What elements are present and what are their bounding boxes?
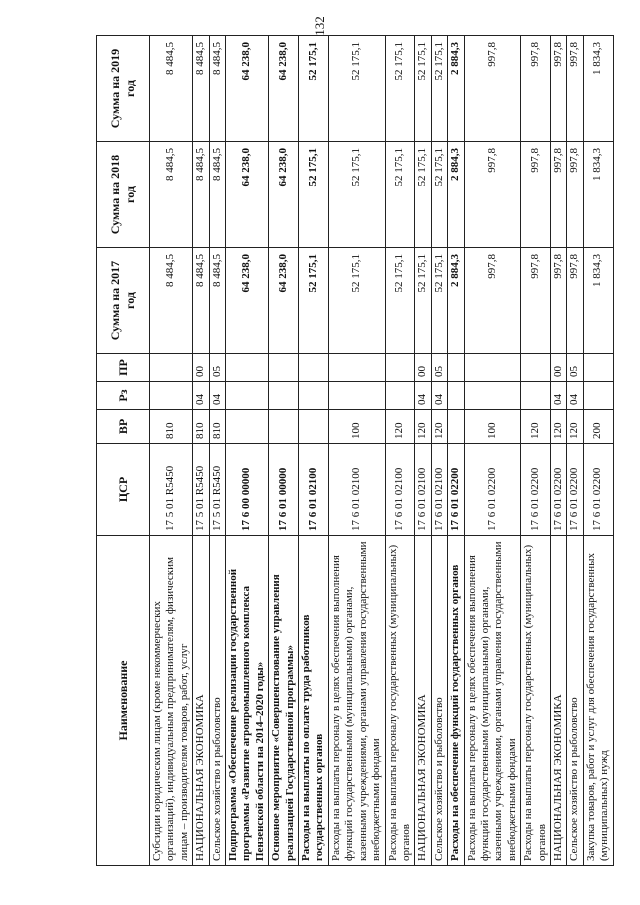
row-sum-2018-cell: 64 238,0 bbox=[269, 142, 299, 248]
row-csr-cell: 17 6 01 02200 bbox=[521, 444, 551, 536]
row-vr-cell bbox=[226, 410, 269, 444]
row-sum-2018-cell: 997,8 bbox=[521, 142, 551, 248]
row-pr-cell bbox=[464, 354, 521, 382]
row-vr-cell: 120 bbox=[550, 410, 566, 444]
row-rz-cell: 04 bbox=[431, 382, 447, 410]
row-csr-cell: 17 6 01 02100 bbox=[385, 444, 415, 536]
row-name-cell: Сельское хозяйство и рыболовство bbox=[209, 536, 225, 866]
row-csr-cell: 17 5 01 R5450 bbox=[193, 444, 209, 536]
row-rz-cell bbox=[269, 382, 299, 410]
row-sum-2019-cell: 64 238,0 bbox=[269, 36, 299, 142]
table-row bbox=[583, 36, 613, 866]
table-row bbox=[464, 36, 521, 866]
row-name-cell: Сельское хозяйство и рыболовство bbox=[567, 536, 583, 866]
row-name-cell: Расходы на выплаты по оплате труда работников государственных органов bbox=[299, 536, 329, 866]
row-rz-cell bbox=[150, 382, 193, 410]
row-sum-2017-cell: 997,8 bbox=[550, 248, 566, 354]
table-row bbox=[299, 36, 329, 866]
row-vr-cell: 120 bbox=[415, 410, 431, 444]
row-sum-2018-cell: 52 175,1 bbox=[385, 142, 415, 248]
row-vr-cell: 100 bbox=[464, 410, 521, 444]
header-csr: ЦСР bbox=[97, 444, 150, 536]
row-rz-cell bbox=[328, 382, 385, 410]
row-pr-cell bbox=[521, 354, 551, 382]
row-vr-cell: 120 bbox=[521, 410, 551, 444]
row-sum-2017-cell: 52 175,1 bbox=[328, 248, 385, 354]
row-sum-2017-cell: 52 175,1 bbox=[299, 248, 329, 354]
table-row bbox=[385, 36, 415, 866]
rotated-table-frame bbox=[96, 36, 611, 866]
row-name-cell: НАЦИОНАЛЬНАЯ ЭКОНОМИКА bbox=[550, 536, 566, 866]
row-sum-2019-cell: 8 484,5 bbox=[150, 36, 193, 142]
row-sum-2017-cell: 997,8 bbox=[521, 248, 551, 354]
row-csr-cell: 17 6 01 02200 bbox=[464, 444, 521, 536]
row-pr-cell: 00 bbox=[193, 354, 209, 382]
budget-table bbox=[96, 35, 614, 866]
row-sum-2019-cell: 2 884,3 bbox=[448, 36, 464, 142]
row-sum-2019-cell: 8 484,5 bbox=[209, 36, 225, 142]
header-sum-2017: Сумма на 2017 год bbox=[97, 248, 150, 354]
row-name-cell: Сельское хозяйство и рыболовство bbox=[431, 536, 447, 866]
table-row bbox=[269, 36, 299, 866]
header-vr: ВР bbox=[97, 410, 150, 444]
row-rz-cell bbox=[583, 382, 613, 410]
table-row bbox=[226, 36, 269, 866]
row-sum-2019-cell: 64 238,0 bbox=[226, 36, 269, 142]
row-sum-2017-cell: 997,8 bbox=[567, 248, 583, 354]
row-sum-2017-cell: 64 238,0 bbox=[269, 248, 299, 354]
table-row bbox=[193, 36, 209, 866]
row-rz-cell: 04 bbox=[415, 382, 431, 410]
row-vr-cell bbox=[448, 410, 464, 444]
row-pr-cell bbox=[226, 354, 269, 382]
row-sum-2018-cell: 52 175,1 bbox=[328, 142, 385, 248]
row-sum-2019-cell: 8 484,5 bbox=[193, 36, 209, 142]
row-vr-cell: 200 bbox=[583, 410, 613, 444]
row-pr-cell bbox=[583, 354, 613, 382]
row-vr-cell bbox=[299, 410, 329, 444]
row-rz-cell bbox=[226, 382, 269, 410]
row-rz-cell bbox=[385, 382, 415, 410]
row-sum-2019-cell: 997,8 bbox=[464, 36, 521, 142]
row-csr-cell: 17 6 01 02200 bbox=[583, 444, 613, 536]
table-row bbox=[209, 36, 225, 866]
row-csr-cell: 17 6 01 02100 bbox=[328, 444, 385, 536]
row-vr-cell: 100 bbox=[328, 410, 385, 444]
row-name-cell: Расходы на выплаты персоналу государственных (муниципальных) органов bbox=[385, 536, 415, 866]
row-pr-cell: 05 bbox=[209, 354, 225, 382]
row-vr-cell: 120 bbox=[431, 410, 447, 444]
row-name-cell: Основное мероприятие «Совершенствование управления реализацией Государственной программы» bbox=[269, 536, 299, 866]
row-name-cell: Закупка товаров, работ и услуг для обеспечения государственных (муниципальных) нужд bbox=[583, 536, 613, 866]
table-row bbox=[448, 36, 464, 866]
row-pr-cell bbox=[299, 354, 329, 382]
row-sum-2019-cell: 997,8 bbox=[567, 36, 583, 142]
row-csr-cell: 17 6 01 02100 bbox=[299, 444, 329, 536]
row-sum-2019-cell: 52 175,1 bbox=[385, 36, 415, 142]
row-sum-2018-cell: 8 484,5 bbox=[150, 142, 193, 248]
row-sum-2017-cell: 997,8 bbox=[464, 248, 521, 354]
row-csr-cell: 17 5 01 R5450 bbox=[209, 444, 225, 536]
row-pr-cell: 05 bbox=[431, 354, 447, 382]
row-rz-cell: 04 bbox=[193, 382, 209, 410]
table-row bbox=[415, 36, 431, 866]
row-sum-2018-cell: 8 484,5 bbox=[209, 142, 225, 248]
table-row bbox=[567, 36, 583, 866]
header-name: Наименование bbox=[97, 536, 150, 866]
row-name-cell: НАЦИОНАЛЬНАЯ ЭКОНОМИКА bbox=[415, 536, 431, 866]
row-sum-2018-cell: 1 834,3 bbox=[583, 142, 613, 248]
row-sum-2018-cell: 52 175,1 bbox=[431, 142, 447, 248]
row-sum-2018-cell: 52 175,1 bbox=[415, 142, 431, 248]
page-number: 132 bbox=[312, 16, 327, 36]
row-csr-cell: 17 5 01 R5450 bbox=[150, 444, 193, 536]
table-row bbox=[328, 36, 385, 866]
row-sum-2017-cell: 1 834,3 bbox=[583, 248, 613, 354]
row-csr-cell: 17 6 01 02100 bbox=[431, 444, 447, 536]
row-csr-cell: 17 6 01 02100 bbox=[415, 444, 431, 536]
row-name-cell: Расходы на выплаты персоналу государственных (муниципальных) органов bbox=[521, 536, 551, 866]
row-pr-cell bbox=[385, 354, 415, 382]
row-vr-cell bbox=[269, 410, 299, 444]
row-sum-2017-cell: 8 484,5 bbox=[209, 248, 225, 354]
header-rz: Рз bbox=[97, 382, 150, 410]
row-sum-2017-cell: 8 484,5 bbox=[150, 248, 193, 354]
table-body bbox=[150, 36, 614, 866]
row-name-cell: Расходы на выплаты персоналу в целях обеспечения выполнения функций государственными (муниципальными) органами, казенными учреждениями, органами управления государственными внебюджетными фондами bbox=[328, 536, 385, 866]
row-pr-cell bbox=[328, 354, 385, 382]
header-sum-2018: Сумма на 2018 год bbox=[97, 142, 150, 248]
row-csr-cell: 17 6 01 02200 bbox=[567, 444, 583, 536]
row-sum-2017-cell: 8 484,5 bbox=[193, 248, 209, 354]
row-vr-cell: 810 bbox=[150, 410, 193, 444]
row-sum-2017-cell: 2 884,3 bbox=[448, 248, 464, 354]
row-pr-cell bbox=[448, 354, 464, 382]
row-rz-cell bbox=[464, 382, 521, 410]
row-csr-cell: 17 6 00 00000 bbox=[226, 444, 269, 536]
row-pr-cell bbox=[269, 354, 299, 382]
row-name-cell: Подпрограмма «Обеспечение реализации государственной программы «Развитие агропромышленного комплекса Пензенской области на 2014–2020 годы» bbox=[226, 536, 269, 866]
row-rz-cell: 04 bbox=[209, 382, 225, 410]
row-rz-cell: 04 bbox=[567, 382, 583, 410]
row-name-cell: НАЦИОНАЛЬНАЯ ЭКОНОМИКА bbox=[193, 536, 209, 866]
row-vr-cell: 810 bbox=[209, 410, 225, 444]
row-sum-2018-cell: 997,8 bbox=[550, 142, 566, 248]
row-pr-cell bbox=[150, 354, 193, 382]
row-sum-2019-cell: 997,8 bbox=[521, 36, 551, 142]
table-row bbox=[431, 36, 447, 866]
row-rz-cell bbox=[448, 382, 464, 410]
row-sum-2019-cell: 997,8 bbox=[550, 36, 566, 142]
row-sum-2018-cell: 2 884,3 bbox=[448, 142, 464, 248]
row-sum-2017-cell: 52 175,1 bbox=[385, 248, 415, 354]
row-name-cell: Расходы на выплаты персоналу в целях обеспечения выполнения функций государственными (муниципальными) органами, казенными учреждениями, органами управления государственными внебюджетными фондами bbox=[464, 536, 521, 866]
row-rz-cell bbox=[299, 382, 329, 410]
table-header-row bbox=[97, 36, 150, 866]
row-sum-2019-cell: 52 175,1 bbox=[431, 36, 447, 142]
table-row bbox=[521, 36, 551, 866]
row-vr-cell: 120 bbox=[385, 410, 415, 444]
row-name-cell: Субсидии юридическим лицам (кроме некоммерческих организаций), индивидуальным предпринимателям, физическим лицам – производителям товаров, работ, услуг bbox=[150, 536, 193, 866]
row-sum-2019-cell: 52 175,1 bbox=[415, 36, 431, 142]
row-sum-2017-cell: 52 175,1 bbox=[431, 248, 447, 354]
row-sum-2018-cell: 52 175,1 bbox=[299, 142, 329, 248]
row-sum-2018-cell: 997,8 bbox=[567, 142, 583, 248]
row-sum-2018-cell: 8 484,5 bbox=[193, 142, 209, 248]
row-pr-cell: 00 bbox=[550, 354, 566, 382]
row-sum-2017-cell: 52 175,1 bbox=[415, 248, 431, 354]
header-sum-2019: Сумма на 2019 год bbox=[97, 36, 150, 142]
table-row bbox=[550, 36, 566, 866]
row-vr-cell: 120 bbox=[567, 410, 583, 444]
table-row bbox=[150, 36, 193, 866]
row-sum-2018-cell: 997,8 bbox=[464, 142, 521, 248]
row-sum-2019-cell: 52 175,1 bbox=[328, 36, 385, 142]
row-pr-cell: 00 bbox=[415, 354, 431, 382]
rotated-table-content bbox=[96, 36, 611, 866]
row-sum-2019-cell: 1 834,3 bbox=[583, 36, 613, 142]
row-csr-cell: 17 6 01 00000 bbox=[269, 444, 299, 536]
row-sum-2017-cell: 64 238,0 bbox=[226, 248, 269, 354]
row-rz-cell bbox=[521, 382, 551, 410]
header-pr: ПР bbox=[97, 354, 150, 382]
row-csr-cell: 17 6 01 02200 bbox=[550, 444, 566, 536]
row-rz-cell: 04 bbox=[550, 382, 566, 410]
row-sum-2018-cell: 64 238,0 bbox=[226, 142, 269, 248]
row-pr-cell: 05 bbox=[567, 354, 583, 382]
row-name-cell: Расходы на обеспечение функций государственных органов bbox=[448, 536, 464, 866]
row-sum-2019-cell: 52 175,1 bbox=[299, 36, 329, 142]
row-vr-cell: 810 bbox=[193, 410, 209, 444]
row-csr-cell: 17 6 01 02200 bbox=[448, 444, 464, 536]
